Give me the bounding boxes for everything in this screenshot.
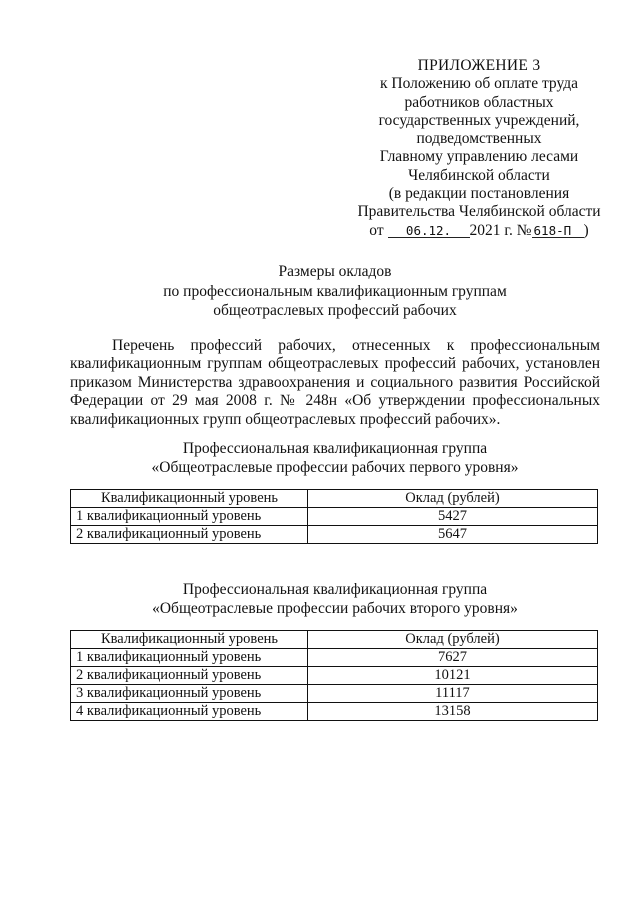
table-row bbox=[71, 685, 598, 703]
salary-cell: 5427 bbox=[308, 508, 598, 526]
level-cell: 2 квалификационный уровень bbox=[71, 526, 308, 544]
level-cell: 1 квалификационный уровень bbox=[71, 508, 308, 526]
appendix-line: (в редакции постановления bbox=[388, 185, 570, 203]
header-level: Квалификационный уровень bbox=[71, 631, 308, 649]
header-level: Квалификационный уровень bbox=[71, 490, 308, 508]
appendix-line: Главному управлению лесами bbox=[379, 148, 579, 166]
level-cell: 2 квалификационный уровень bbox=[71, 667, 308, 685]
table-header-row bbox=[71, 631, 598, 649]
appendix-line: подведомственных bbox=[416, 130, 542, 148]
group-2-title bbox=[70, 580, 600, 618]
appendix-line: работников областных bbox=[404, 93, 554, 111]
appendix-line: государственных учреждений, bbox=[378, 111, 580, 129]
group-title-line: «Общеотраслевые профессии рабочих второго уровня» bbox=[152, 600, 518, 617]
group-1-salary-table bbox=[70, 489, 598, 544]
level-cell: 3 квалификационный уровень bbox=[71, 685, 308, 703]
salary-cell: 11117 bbox=[308, 685, 598, 703]
resolution-number: 618-П bbox=[532, 224, 584, 238]
table-row bbox=[71, 508, 598, 526]
intro-paragraph: Перечень профессий рабочих, отнесенных к профессиональным квалификационным группам общеотраслевых профессий рабочих, установлен приказом Министерства здравоохранения и социального развития Российской Федерации от 29 мая 2008 г. № 248н «Об утверждении профессиональных квалификационных групп общеотраслевых профессий рабочих». bbox=[70, 337, 600, 428]
appendix-block bbox=[340, 57, 618, 240]
appendix-header: ПРИЛОЖЕНИЕ 3 bbox=[417, 57, 541, 74]
appendix-line: Челябинской области bbox=[408, 166, 550, 184]
salary-cell: 5647 bbox=[308, 526, 598, 544]
appendix-line: к Положению об оплате труда bbox=[379, 75, 579, 93]
date-prefix: от bbox=[369, 221, 384, 239]
header-salary: Оклад (рублей) bbox=[308, 631, 598, 649]
title-line: по профессиональным квалификационным группам bbox=[163, 282, 507, 300]
year-text: 2021 г. № bbox=[469, 221, 532, 239]
closing-paren: ) bbox=[583, 221, 589, 239]
salary-cell: 10121 bbox=[308, 667, 598, 685]
group-2-salary-table bbox=[70, 630, 598, 721]
table-row bbox=[71, 703, 598, 721]
table-row bbox=[71, 667, 598, 685]
appendix-line: Правительства Челябинской области bbox=[357, 203, 601, 221]
title-line: Размеры окладов bbox=[278, 263, 392, 280]
appendix-date-line bbox=[340, 222, 618, 240]
salary-cell: 13158 bbox=[308, 703, 598, 721]
header-salary: Оклад (рублей) bbox=[308, 490, 598, 508]
table-row bbox=[71, 526, 598, 544]
table-header-row bbox=[71, 490, 598, 508]
date-value: 06.12. bbox=[388, 224, 470, 238]
group-title-line: «Общеотраслевые профессии рабочих первого уровня» bbox=[151, 459, 519, 476]
document-title bbox=[70, 262, 600, 321]
salary-cell: 7627 bbox=[308, 649, 598, 667]
title-line: общеотраслевых профессий рабочих bbox=[213, 302, 457, 319]
group-title-line: Профессиональная квалификационная группа bbox=[182, 581, 488, 598]
group-title-line: Профессиональная квалификационная группа bbox=[182, 440, 488, 457]
level-cell: 4 квалификационный уровень bbox=[71, 703, 308, 721]
level-cell: 1 квалификационный уровень bbox=[71, 649, 308, 667]
table-row bbox=[71, 649, 598, 667]
group-1-title bbox=[70, 439, 600, 477]
